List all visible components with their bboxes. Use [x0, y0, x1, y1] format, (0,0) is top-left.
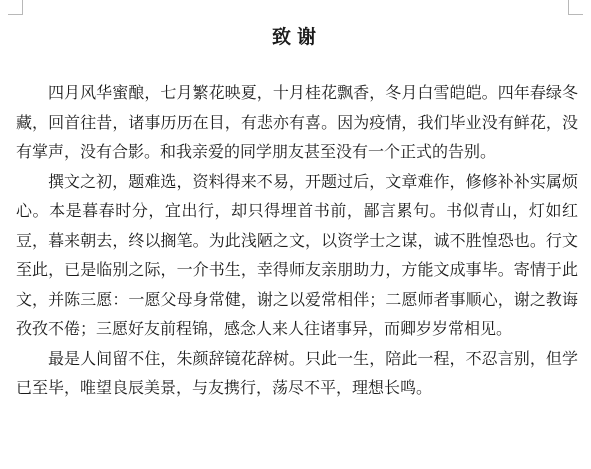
paragraph-2: 撰文之初，题难选，资料得来不易，开题过后，文章难作，修修补补实属烦心。本是暮春时分，宜出行，却只得埋首书前，鄙言累句。书似青山，灯如红豆，暮来朝去，终以搁笔。为此浅陋之文，以资学士之谋，诚不胜惶恐也。行文至此，已是临别之际，一介书生，幸得师友亲朋助力，方能文成事毕。寄情于此文，并陈三愿：一愿父母身常健，谢之以爱常相伴；二愿师者事顺心，谢之教诲孜孜不倦；三愿好友前程锦，感念人来人往诸事异，而卿岁岁常相见。	[16, 171, 578, 338]
paragraph-1: 四月风华蜜酿，七月繁花映夏，十月桂花飘香，冬月白雪皑皑。四年春绿冬藏，回首往昔，诸事历历在目，有悲亦有喜。因为疫情，我们毕业没有鲜花，没有掌声，没有合影。和我亲爱的同学朋友甚至没有一个正式的告别。	[16, 83, 578, 161]
paragraph-3: 最是人间留不住，朱颜辞镜花辞树。只此一生，陪此一程，不忍言别，但学已至毕，唯望良辰美景，与友携行，荡尽不平，理想长鸣。	[16, 348, 578, 397]
document-page[interactable]	[16, 0, 578, 403]
document-body[interactable]	[16, 78, 578, 403]
document-title: 致谢	[271, 26, 322, 48]
